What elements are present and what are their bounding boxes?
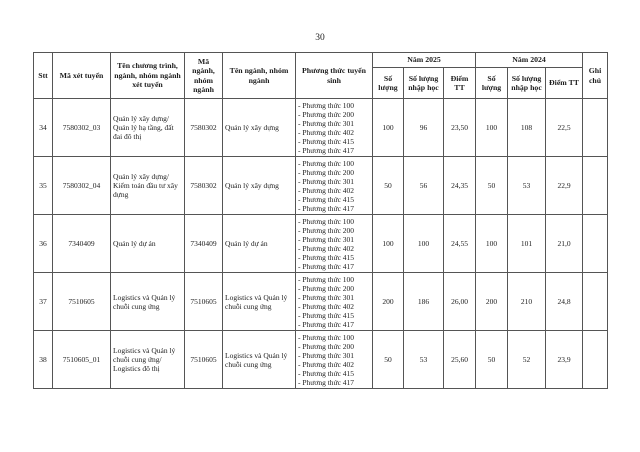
header-so-luong-2024: Số lượng — [476, 68, 508, 99]
cell-stt: 36 — [34, 215, 53, 273]
header-ghi-chu: Ghi chú — [583, 53, 608, 99]
cell-ten-nganh: Quản lý dự án — [223, 215, 296, 273]
header-diem-tt-2025: Điểm TT — [444, 68, 476, 99]
cell-so-luong-2024: 100 — [476, 99, 508, 157]
cell-ten-nganh: Quản lý xây dựng — [223, 99, 296, 157]
cell-so-luong-nhap-hoc-2025: 53 — [404, 331, 444, 389]
phuong-thuc-line: - Phương thức 417 — [298, 145, 355, 155]
cell-diem-tt-2024: 21,0 — [546, 215, 583, 273]
header-row-1 — [34, 53, 608, 68]
cell-ten-chuong-trinh: Logistics và Quản lý chuỗi cung ứng — [111, 273, 185, 331]
phuong-thuc-line: - Phương thức 200 — [298, 109, 355, 119]
phuong-thuc-line: - Phương thức 301 — [298, 176, 355, 186]
phuong-thuc-line: - Phương thức 402 — [298, 359, 355, 369]
cell-ma-nganh: 7580302 — [185, 157, 223, 215]
phuong-thuc-line: - Phương thức 402 — [298, 301, 355, 311]
header-so-luong-nhap-hoc-2024: Số lượng nhập học — [508, 68, 546, 99]
phuong-thuc-line: - Phương thức 200 — [298, 167, 355, 177]
cell-so-luong-nhap-hoc-2025: 96 — [404, 99, 444, 157]
cell-so-luong-nhap-hoc-2024: 52 — [508, 331, 546, 389]
cell-so-luong-2024: 100 — [476, 215, 508, 273]
cell-so-luong-2025: 100 — [373, 215, 404, 273]
header-nam-2025: Năm 2025 — [373, 53, 476, 68]
phuong-thuc-line: - Phương thức 402 — [298, 127, 355, 137]
cell-stt: 37 — [34, 273, 53, 331]
cell-diem-tt-2025: 25,60 — [444, 331, 476, 389]
cell-ma-xet-tuyen: 7510605 — [53, 273, 111, 331]
cell-so-luong-nhap-hoc-2024: 53 — [508, 157, 546, 215]
phuong-thuc-line: - Phương thức 301 — [298, 234, 355, 244]
phuong-thuc-line: - Phương thức 415 — [298, 194, 355, 204]
cell-ma-nganh: 7580302 — [185, 99, 223, 157]
phuong-thuc-line: - Phương thức 417 — [298, 261, 355, 271]
phuong-thuc-line: - Phương thức 417 — [298, 319, 355, 329]
admission-table-body — [34, 99, 608, 389]
cell-ma-nganh: 7510605 — [185, 331, 223, 389]
cell-so-luong-2025: 50 — [373, 157, 404, 215]
phuong-thuc-line: - Phương thức 100 — [298, 274, 355, 284]
phuong-thuc-line: - Phương thức 417 — [298, 377, 355, 387]
table-row — [34, 215, 608, 273]
cell-so-luong-nhap-hoc-2024: 210 — [508, 273, 546, 331]
table-row — [34, 99, 608, 157]
header-so-luong-2025: Số lượng — [373, 68, 404, 99]
cell-ma-nganh: 7510605 — [185, 273, 223, 331]
cell-ten-nganh: Logistics và Quản lý chuỗi cung ứng — [223, 273, 296, 331]
phuong-thuc-line: - Phương thức 402 — [298, 243, 355, 253]
phuong-thuc-line: - Phương thức 301 — [298, 350, 355, 360]
cell-so-luong-2025: 100 — [373, 99, 404, 157]
cell-so-luong-nhap-hoc-2025: 56 — [404, 157, 444, 215]
cell-ten-chuong-trinh: Logistics và Quản lý chuỗi cung ứng/ Logistics đô thị — [111, 331, 185, 389]
cell-diem-tt-2025: 24,55 — [444, 215, 476, 273]
cell-so-luong-nhap-hoc-2024: 101 — [508, 215, 546, 273]
phuong-thuc-line: - Phương thức 200 — [298, 225, 355, 235]
phuong-thuc-line: - Phương thức 415 — [298, 252, 355, 262]
cell-stt: 35 — [34, 157, 53, 215]
header-ten-nganh: Tên ngành, nhóm ngành — [223, 53, 296, 99]
cell-phuong-thuc — [296, 331, 373, 389]
cell-diem-tt-2024: 24,8 — [546, 273, 583, 331]
cell-diem-tt-2025: 23,50 — [444, 99, 476, 157]
cell-ghi-chu — [583, 273, 608, 331]
cell-ma-xet-tuyen: 7510605_01 — [53, 331, 111, 389]
header-so-luong-nhap-hoc-2025: Số lượng nhập học — [404, 68, 444, 99]
cell-ghi-chu — [583, 215, 608, 273]
phuong-thuc-line: - Phương thức 417 — [298, 203, 355, 213]
header-phuong-thuc: Phương thức tuyển sinh — [296, 53, 373, 99]
cell-ten-nganh: Logistics và Quản lý chuỗi cung ứng — [223, 331, 296, 389]
phuong-thuc-line: - Phương thức 200 — [298, 283, 355, 293]
cell-diem-tt-2024: 23,9 — [546, 331, 583, 389]
cell-ten-nganh: Quản lý xây dựng — [223, 157, 296, 215]
cell-ghi-chu — [583, 157, 608, 215]
cell-so-luong-nhap-hoc-2025: 186 — [404, 273, 444, 331]
cell-diem-tt-2025: 24,35 — [444, 157, 476, 215]
table-row — [34, 157, 608, 215]
cell-phuong-thuc — [296, 215, 373, 273]
cell-so-luong-2024: 50 — [476, 157, 508, 215]
cell-diem-tt-2024: 22,9 — [546, 157, 583, 215]
phuong-thuc-line: - Phương thức 100 — [298, 332, 355, 342]
phuong-thuc-line: - Phương thức 301 — [298, 118, 355, 128]
phuong-thuc-line: - Phương thức 415 — [298, 368, 355, 378]
cell-ma-nganh: 7340409 — [185, 215, 223, 273]
cell-phuong-thuc — [296, 273, 373, 331]
header-stt: Stt — [34, 53, 53, 99]
header-ma-xet-tuyen: Mã xét tuyển — [53, 53, 111, 99]
cell-ma-xet-tuyen: 7580302_04 — [53, 157, 111, 215]
cell-so-luong-2025: 50 — [373, 331, 404, 389]
cell-stt: 34 — [34, 99, 53, 157]
phuong-thuc-line: - Phương thức 415 — [298, 310, 355, 320]
phuong-thuc-line: - Phương thức 100 — [298, 158, 355, 168]
cell-ten-chuong-trinh: Quản lý dự án — [111, 215, 185, 273]
table-row — [34, 273, 608, 331]
header-ma-nganh: Mã ngành, nhóm ngành — [185, 53, 223, 99]
table-row — [34, 331, 608, 389]
cell-so-luong-2024: 200 — [476, 273, 508, 331]
header-ten-chuong-trinh: Tên chương trình, ngành, nhóm ngành xét tuyển — [111, 53, 185, 99]
cell-ma-xet-tuyen: 7580302_03 — [53, 99, 111, 157]
cell-ten-chuong-trinh: Quản lý xây dựng/ Kiểm toán đầu tư xây dựng — [111, 157, 185, 215]
admission-table — [33, 52, 608, 389]
cell-diem-tt-2024: 22,5 — [546, 99, 583, 157]
cell-so-luong-2024: 50 — [476, 331, 508, 389]
header-nam-2024: Năm 2024 — [476, 53, 583, 68]
cell-so-luong-2025: 200 — [373, 273, 404, 331]
cell-stt: 38 — [34, 331, 53, 389]
page-number: 30 — [315, 33, 325, 43]
phuong-thuc-line: - Phương thức 100 — [298, 216, 355, 226]
phuong-thuc-line: - Phương thức 100 — [298, 100, 355, 110]
cell-ghi-chu — [583, 331, 608, 389]
cell-so-luong-nhap-hoc-2025: 100 — [404, 215, 444, 273]
phuong-thuc-line: - Phương thức 200 — [298, 341, 355, 351]
phuong-thuc-line: - Phương thức 402 — [298, 185, 355, 195]
cell-phuong-thuc — [296, 99, 373, 157]
cell-so-luong-nhap-hoc-2024: 108 — [508, 99, 546, 157]
cell-diem-tt-2025: 26,00 — [444, 273, 476, 331]
cell-ma-xet-tuyen: 7340409 — [53, 215, 111, 273]
cell-ghi-chu — [583, 99, 608, 157]
phuong-thuc-line: - Phương thức 415 — [298, 136, 355, 146]
phuong-thuc-line: - Phương thức 301 — [298, 292, 355, 302]
header-diem-tt-2024: Điểm TT — [546, 68, 583, 99]
cell-ten-chuong-trinh: Quản lý xây dựng/ Quản lý hạ tầng, đất đai đô thị — [111, 99, 185, 157]
cell-phuong-thuc — [296, 157, 373, 215]
